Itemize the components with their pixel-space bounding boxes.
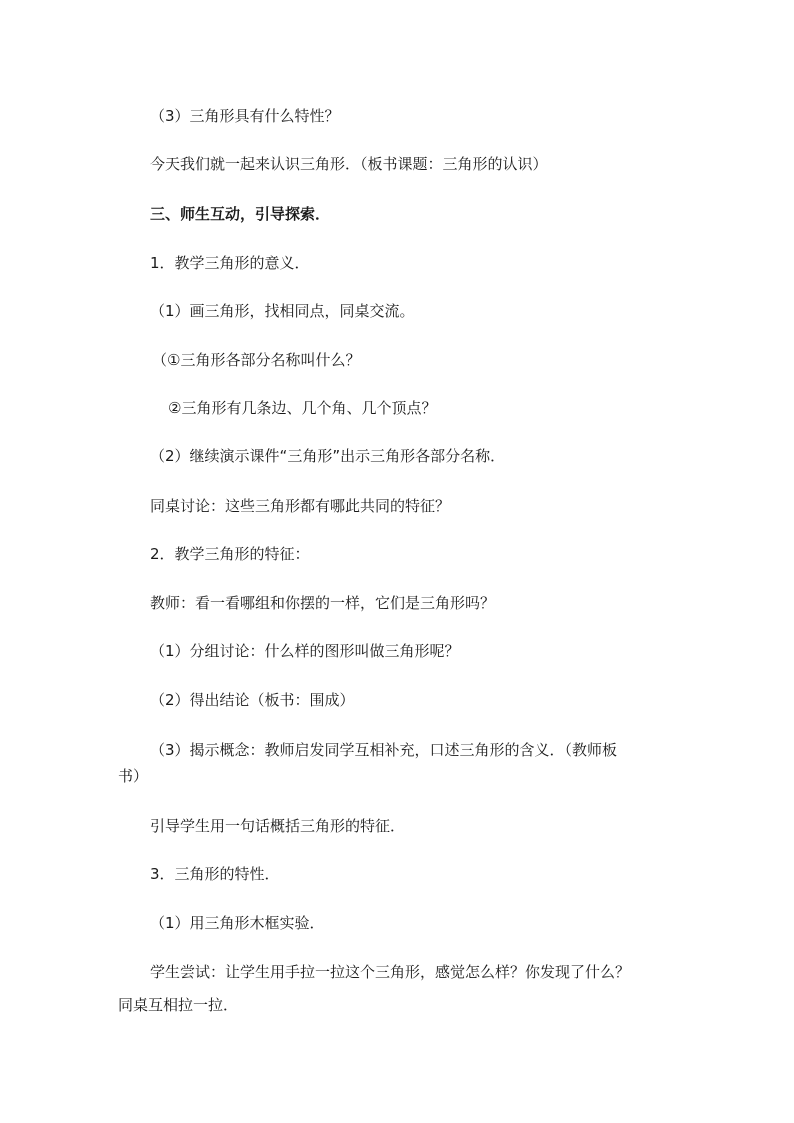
paragraph-line: （2）继续演示课件“三角形”出示三角形各部分名称． xyxy=(150,447,506,465)
paragraph-line: （2）得出结论（板书：围成） xyxy=(150,691,355,709)
paragraph-line: （①三角形各部分名称叫什么？ xyxy=(152,351,361,369)
paragraph-line: （3）三角形具有什么特性？ xyxy=(150,107,340,125)
paragraph-line: （1）用三角形木框实验． xyxy=(150,914,325,932)
paragraph-line: （1）画三角形，找相同点，同桌交流。 xyxy=(150,302,415,320)
subsection-heading: 1．教学三角形的意义． xyxy=(150,254,310,272)
subsection-heading: 3．三角形的特性． xyxy=(150,865,280,883)
section-heading: 三、师生互动，引导探索． xyxy=(150,205,331,223)
paragraph-line: ②三角形有几条边、几个角、几个顶点？ xyxy=(168,399,437,417)
paragraph-line: （1）分组讨论：什么样的图形叫做三角形呢？ xyxy=(150,642,460,660)
subsection-heading: 2．教学三角形的特征： xyxy=(150,545,310,563)
paragraph-line: 同桌互相拉一拉． xyxy=(118,996,239,1014)
paragraph-line: 同桌讨论：这些三角形都有哪此共同的特征？ xyxy=(150,497,451,515)
paragraph-line: 今天我们就一起来认识三角形．（板书课题：三角形的认识） xyxy=(150,155,548,173)
paragraph-line: （3）揭示概念：教师启发同学互相补充，口述三角形的含义．（教师板 xyxy=(150,741,618,759)
paragraph-line: 书） xyxy=(118,767,149,785)
paragraph-line: 教师：看一看哪组和你摆的一样，它们是三角形吗？ xyxy=(150,594,496,612)
paragraph-line: 学生尝试：让学生用手拉一拉这个三角形，感觉怎么样？你发现了什么？ xyxy=(150,963,631,981)
paragraph-line: 引导学生用一句话概括三角形的特征． xyxy=(150,817,406,835)
